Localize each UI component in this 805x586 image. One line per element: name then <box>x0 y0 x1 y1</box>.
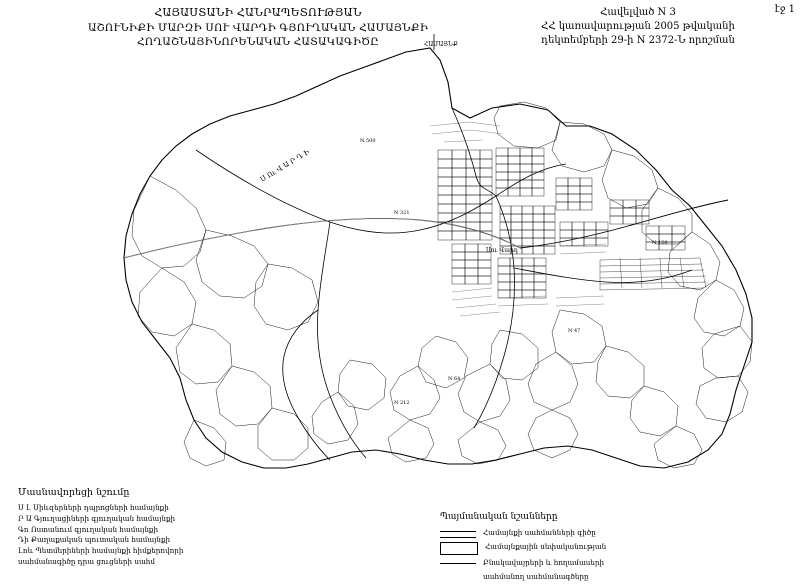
map-canvas <box>0 30 805 500</box>
legend-item <box>440 572 790 583</box>
legend-item-label: Բնակավայրերի և հողամասերի <box>483 558 605 567</box>
parcel-box-swatch-icon <box>440 542 478 555</box>
empty-swatch-icon <box>440 572 476 583</box>
legend-left-row: Գո Ոստանում գյուղական համայնքի <box>18 524 159 534</box>
decision-line-2: դեկտեմբերի 29-ի N 2372-Ն որոշման <box>541 35 735 46</box>
title-line-2: ԱՇՈՒՆԻՔԻ ՄԱՐԶԻ ՍՈՒ ՎԱՐԴԻ ԳՅՈՒՂԱԿԱՆ ՀԱՄԱՅՆՔԻ <box>87 21 429 34</box>
legend-right-title: Պայմանական նշանները <box>440 512 558 522</box>
cadastral-map-svg <box>0 30 805 500</box>
legend-left-row: Լոև Պետմերիների համայնքի հիմքերովորի <box>18 546 184 556</box>
legend-left-row: սահմանագիծը դրա ցուցների սահմ <box>18 556 155 566</box>
legend-left <box>18 487 298 568</box>
title-line-3: ՀՈՂԱՇՆԱՅԻՆՈՐԵՆԱԿԱՆ ՀԱՏԱԿԱԳԻԾԸ <box>136 36 379 49</box>
community-boundary <box>124 48 752 468</box>
title-line-1: ՀԱՅԱՍՏԱՆԻ ՀԱՆՐԱՊԵՏՈՒԹՅԱՆ <box>154 6 362 19</box>
map-label-parcel-128: N 128 <box>652 240 668 246</box>
legend-item <box>440 528 790 539</box>
settlement-line-swatch-icon <box>440 558 476 569</box>
legend-item <box>440 542 790 555</box>
map-label-parcel-47: N 47 <box>568 328 581 334</box>
decision-line-1: ՀՀ կառավարության 2005 թվականի <box>541 21 735 32</box>
map-label-parcel-321: N 321 <box>394 210 410 216</box>
legend-item <box>440 558 790 569</box>
annex-number: Հավելված N 3 <box>600 7 676 18</box>
legend-left-row: Դի Քաղաքական պուտական համայնքի <box>18 535 171 545</box>
legend-item-label: սահմանող սահմանագծերը <box>483 572 589 581</box>
legend-left-row: Ս Լ Սիևզերների դպրոցների համայնքի <box>18 503 169 512</box>
legend-right <box>440 512 790 586</box>
map-label-settlement: Սու Վարդ <box>486 247 519 254</box>
map-label-parcel-500: N 500 <box>360 138 376 144</box>
map-label-parcel-212: N 212 <box>394 400 410 406</box>
boundary-line-swatch-icon <box>440 528 476 539</box>
map-label-community-name: Ս Ու Վ Ա Ր Դ Ի <box>258 148 312 184</box>
page-number: էջ 1 <box>774 4 795 15</box>
legend-item-label: Համայնքի սահմանների գիծը <box>483 528 596 537</box>
legend-item-label: Համայնքային սեփականության <box>485 542 607 551</box>
legend-left-row: Ր Ա Գյուղացիների գյուղական համայնքի <box>18 513 176 523</box>
legend-left-title: Մասնավորեցի նշումը <box>18 487 130 498</box>
map-label-parcel-64: N 64 <box>448 376 461 382</box>
map-label-community-word: ՀԱՄԱՅՆՔ <box>424 41 458 48</box>
